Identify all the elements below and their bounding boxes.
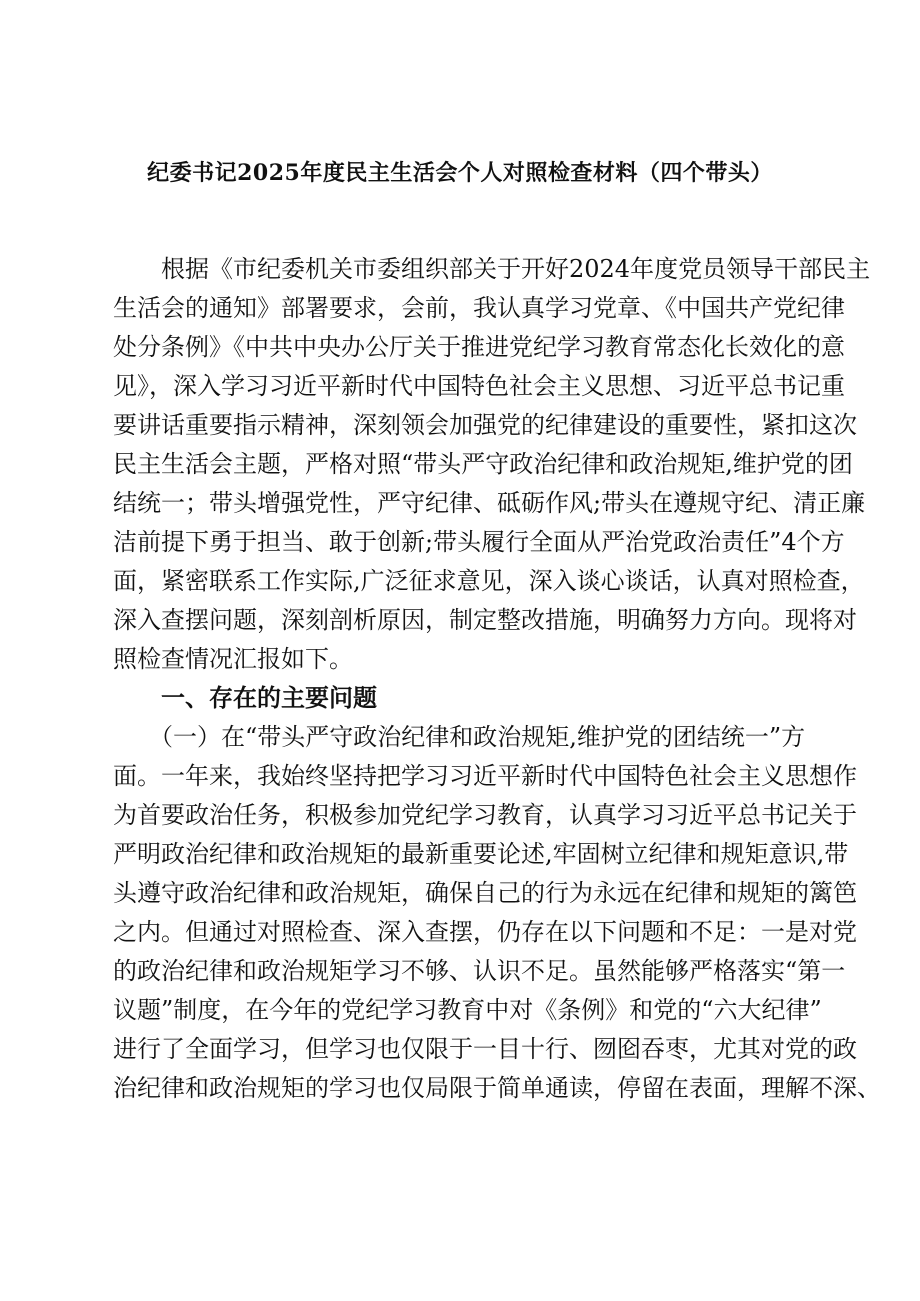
intro-line-9: 面，紧密联系工作实际,广泛征求意见，深入谈心谈话，认真对照检查， [113, 567, 865, 595]
intro-line-7: 结统一；带头增强党性，严守纪律、砥砺作风;带头在遵规守纪、清正廉 [113, 489, 866, 517]
intro-line-3: 处分条例》《中共中央办公厅关于推进党纪学习教育常态化长效化的意 [113, 333, 845, 361]
section1-line-3: 为首要政治任务，积极参加党纪学习教育，认真学习习近平总书记关于 [113, 801, 857, 829]
section-heading: 一、存在的主要问题 [113, 684, 377, 712]
intro-line-4: 见》，深入学习习近平新时代中国特色社会主义思想、习近平总书记重 [113, 372, 845, 400]
intro-line-11: 照检查情况汇报如下。 [113, 645, 353, 673]
section1-line-1: （一）在“带头严守政治纪律和政治规矩,维护党的团结统一”方 [113, 723, 806, 751]
section1-line-5: 头遵守政治纪律和政治规矩，确保自己的行为永远在纪律和规矩的篱笆 [113, 879, 857, 907]
section1-line-10: 治纪律和政治规矩的学习也仅局限于简单通读，停留在表面，理解不深、 [113, 1074, 881, 1102]
intro-line-1: 根据《市纪委机关市委组织部关于开好2024年度党员领导干部民主 [113, 255, 871, 283]
section1-line-7: 的政治纪律和政治规矩学习不够、认识不足。虽然能够严格落实“第一 [113, 957, 846, 985]
section1-line-9: 进行了全面学习，但学习也仅限于一目十行、囫囵吞枣，尤其对党的政 [113, 1035, 857, 1063]
intro-line-2: 生活会的通知》部署要求，会前，我认真学习党章、《中国共产党纪律 [113, 294, 845, 322]
section1-line-2: 面。一年来，我始终坚持把学习习近平新时代中国特色社会主义思想作 [113, 762, 857, 790]
section1-line-8: 议题”制度，在今年的党纪学习教育中对《条例》和党的“六大纪律” [113, 996, 822, 1024]
intro-line-8: 洁前提下勇于担当、敢于创新;带头履行全面从严治党政治责任”4个方 [113, 528, 845, 556]
intro-line-6: 民主生活会主题，严格对照“带头严守政治纪律和政治规矩,维护党的团 [113, 450, 853, 478]
intro-line-10: 深入查摆问题，深刻剖析原因，制定整改措施，明确努力方向。现将对 [113, 606, 857, 634]
section1-line-6: 之内。但通过对照检查、深入查摆，仍存在以下问题和不足：一是对党 [113, 918, 857, 946]
section1-line-4: 严明政治纪律和政治规矩的最新重要论述,牢固树立纪律和规矩意识,带 [113, 840, 849, 868]
intro-line-5: 要讲话重要指示精神，深刻领会加强党的纪律建设的重要性，紧扣这次 [113, 411, 857, 439]
document-title: 纪委书记2025年度民主生活会个人对照检查材料（四个带头） [147, 160, 773, 186]
